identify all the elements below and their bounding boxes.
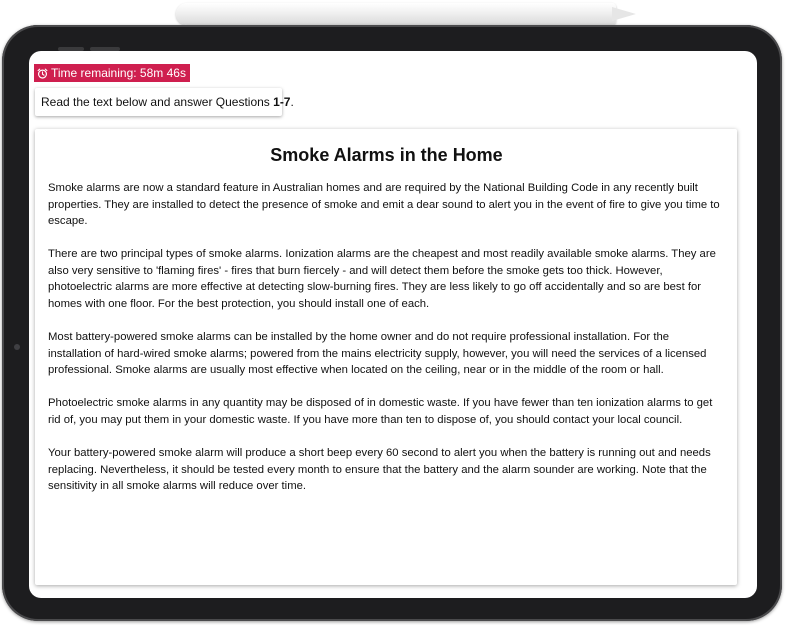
passage-paragraph: There are two principal types of smoke alarms. Ionization alarms are the cheapest and most readily available smoke alarms. They are also very sensitive to 'flaming fires' - fires that burn fiercely - and will detect them before the smoke gets too thick. However, photoelectric alarms are more effective at detecting slow-burning fires. They are less likely to go off accidentally and so are best for homes with one floor. For the best protection, you should install one of each.	[48, 248, 716, 311]
passage-paragraph: Smoke alarms are now a standard feature in Australian homes and are required by the National Building Code in any recently built properties. They are installed to detect the presence of smoke and emit a dear sound to alert you in the event of fire to give you time to escape.	[48, 182, 720, 228]
instruction-suffix: .	[290, 95, 294, 109]
passage-paragraph: Your battery-powered smoke alarm will produce a short beep every 60 second to alert you when the battery is running out and needs replacing. Nevertheless, it should be tested every month to ensure that the battery and the alarm sounder are working. Note that the sensitivity in all smoke alarms will reduce over time.	[48, 447, 711, 493]
instruction-text: Read the text below and answer Questions	[41, 95, 274, 109]
instruction-box	[35, 88, 294, 116]
alarm-clock-icon	[37, 68, 48, 79]
reading-passage[interactable]	[35, 129, 737, 585]
passage-paragraph: Most battery-powered smoke alarms can be installed by the home owner and do not require professional installation. For the installation of hard-wired smoke alarms; powered from the mains electricity supply, however, you will need the services of a licensed professional. Smoke alarms are usually most effective when located on the ceiling, near or in the middle of the room or hall.	[48, 331, 707, 377]
passage-paragraph: Photoelectric smoke alarms in any quantity may be disposed of in domestic waste. If you have fewer than ten ionization alarms to get rid of, you may put them in your domestic waste. If you have more than ten to dispose of, you should contact your local council.	[48, 397, 713, 427]
apple-pencil-tip	[612, 7, 636, 21]
front-camera	[14, 344, 20, 350]
time-remaining-badge	[34, 64, 190, 82]
apple-pencil	[176, 3, 616, 25]
tablet-screen	[29, 51, 757, 598]
time-remaining-text: Time remaining: 58m 46s	[51, 66, 186, 80]
passage-title: Smoke Alarms in the Home	[270, 145, 503, 165]
question-range: 1-7	[273, 95, 291, 109]
